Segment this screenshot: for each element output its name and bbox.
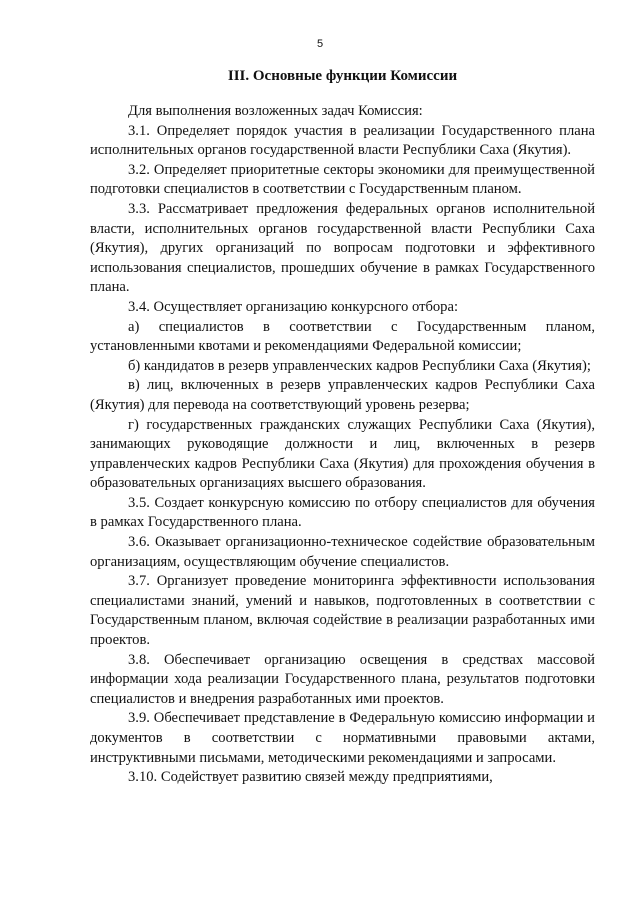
paragraph-3-4-g: г) государственных гражданских служащих Республики Саха (Якутия), занимающих руководящие должности и лиц, включенных в резерв управленческих кадров Республики Саха (Якутия) для прохождения обучения в образовательных организациях высшего образования. [90,416,595,492]
paragraph-3-10: 3.10. Содействует развитию связей между предприятиями, [128,769,493,786]
paragraph-3-8: 3.8. Обеспечивает организацию освещения в средствах массовой информации хода реализации Государственного плана, результатов подготовки специалистов и внедрения разработанных ими проектов. [90,651,595,707]
paragraph-3-4: 3.4. Осуществляет организацию конкурсного отбора: [128,298,458,315]
section-title: III. Основные функции Комиссии [227,68,458,84]
page-number: 5 [316,38,324,50]
paragraph-3-3: 3.3. Рассматривает предложения федеральных органов исполнительной власти, исполнительных органов государственной власти Республики Саха (Якутия), других организаций по вопросам подготовки и эффективного использования специалистов, прошедших обучение в рамках Государственного плана. [90,200,595,296]
paragraph-3-4-a: а) специалистов в соответствии с Государственным планом, установленными квотами и рекомендациями Федеральной комиссии; [90,318,595,355]
paragraph-3-4-b: б) кандидатов в резерв управленческих кадров Республики Саха (Якутия); [128,357,591,374]
paragraph-3-7: 3.7. Организует проведение мониторинга эффективности использования специалистами знаний, умений и навыков, подготовленных в соответствии с Государственным планом, включая содействие в реализации разработанных ими проектов. [90,573,595,649]
paragraph-3-2: 3.2. Определяет приоритетные секторы экономики для преимущественной подготовки специалистов в соответствии с Государственным планом. [90,161,595,198]
paragraph-3-9: 3.9. Обеспечивает представление в Федеральную комиссию информации и документов в соответствии с нормативными правовыми актами, инструктивными письмами, методическими рекомендациями и запросами. [90,710,595,766]
paragraph-intro: Для выполнения возложенных задач Комиссия: [128,103,423,119]
paragraph-3-1: 3.1. Определяет порядок участия в реализации Государственного плана исполнительных органов государственной власти Республики Саха (Якутия). [90,122,595,159]
paragraph-3-5: 3.5. Создает конкурсную комиссию по отбору специалистов для обучения в рамках Государственного плана. [90,494,595,531]
document-body [90,102,595,788]
paragraph-3-4-v: в) лиц, включенных в резерв управленческих кадров Республики Саха (Якутия) для перевода на соответствующий уровень резерва; [90,377,595,413]
paragraph-3-6: 3.6. Оказывает организационно-техническое содействие образовательным организациям, осуществляющим обучение специалистов. [90,534,595,570]
